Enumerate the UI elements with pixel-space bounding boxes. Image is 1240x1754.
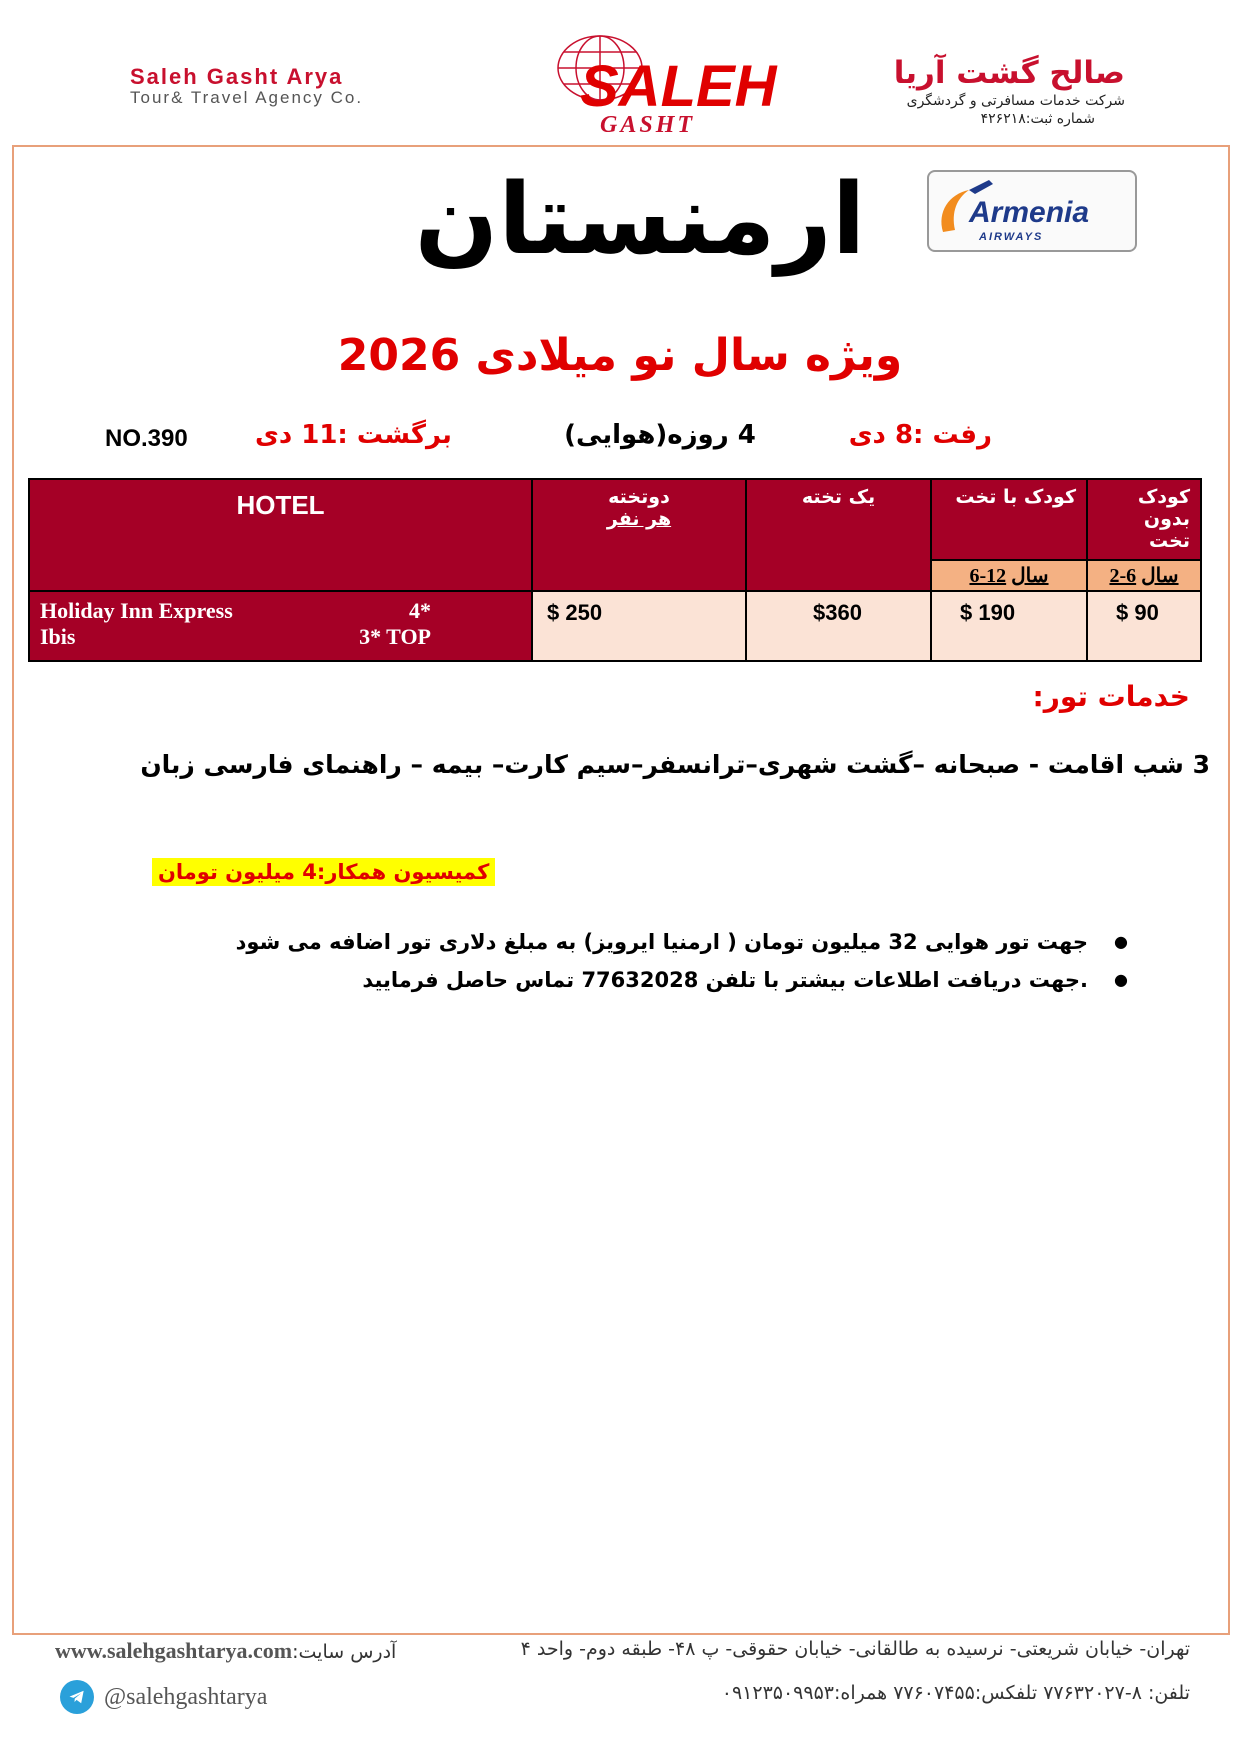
header-child-nobed [1087,479,1201,560]
company-name-fa-title: صالح گشت آریا [893,55,1125,91]
age-unit: سال [1011,564,1049,587]
company-name-en-title: Saleh Gasht Arya [130,64,344,89]
company-registration: شماره ثبت:۴۲۶۲۱۸ [980,111,1095,127]
hotel-name: Holiday Inn Express [40,598,233,623]
company-name-en [130,64,430,108]
hotel-name: Ibis [40,624,76,649]
airline-logo-text: Armenia [969,196,1090,229]
depart-date: رفت :8 دی [848,420,992,450]
price-table [28,478,1202,662]
social-handle[interactable]: @salehgashtarya [104,1683,268,1710]
table-header-row [29,479,1201,560]
list-item: ● .جهت دریافت اطلاعات بیشتر با تلفن 77632028 تماس حاصل فرمایید [148,968,1128,992]
price-child-bed: $ 190 [931,591,1087,661]
header-double [532,479,746,591]
header-single-label: یک تخته [801,486,876,508]
age-child-nobed-range: 2-6 [1109,564,1137,587]
subtitle: ویژه سال نو میلادی 2026 [337,330,903,381]
price-double: $ 250 [532,591,746,661]
header-child-bed-label: کودک با تخت [955,486,1076,508]
tour-number: NO.390 [105,425,188,452]
company-name-fa [805,55,1125,127]
saleh-gasht-logo [530,28,777,138]
header-child-bed [931,479,1087,560]
age-unit: سال [1141,564,1179,587]
company-name-fa-subtitle: شرکت خدمات مسافرتی و گردشگری [906,93,1125,109]
hotel-stars: 4* [409,598,431,623]
hotel-list [29,591,532,661]
services-list: 3 شب اقامت - صبحانه –گشت شهری–ترانسفر–سیم کارت– بیمه – راهنمای فارسی زبان [140,750,1210,779]
notes-list [148,930,1128,1006]
telegram-icon[interactable] [60,1680,94,1714]
price-child-nobed: $ 90 [1087,591,1201,661]
header-child-nobed-line2: بدون تخت [1143,508,1190,552]
footer-website [55,1638,396,1664]
age-child-bed [931,560,1087,591]
table-row [29,591,1201,661]
airline-logo-subtext: AIRWAYS [979,231,1044,243]
age-child-bed-range: 6-12 [969,564,1007,587]
header-per-person: هر نفر [606,508,672,530]
return-date: برگشت :11 دی [255,420,452,450]
header-child-nobed-line1: کودک [1137,486,1190,508]
header-double-label: دوتخته [608,486,670,508]
company-name-en-subtitle: Tour& Travel Agency Co. [130,88,364,107]
destination-title: ارمنستان [414,163,866,277]
agent-commission: کمیسیون همکار:4 میلیون تومان [152,858,495,886]
hotel-stars: 3* TOP [359,624,431,649]
hotel-item [40,624,521,650]
armenia-airways-logo [927,170,1137,252]
price-single: $360 [746,591,931,661]
hotel-item [40,598,521,624]
age-child-nobed [1087,560,1201,591]
website-label: آدرس سایت: [292,1641,397,1663]
footer-phones: تلفن: ۸-۷۷۶۳۲۰۲۷ تلفکس:۷۷۶۰۷۴۵۵ همراه:۰۹۱۲۳۵۰۹۹۵۳ [721,1682,1190,1704]
logo-text-gasht: GASHT [600,112,696,138]
footer-address: تهران- خیابان شریعتی- نرسیده به طالقانی- خیابان حقوقی- پ ۴۸- طبقه دوم- واحد ۴ [520,1638,1190,1660]
services-title: خدمات تور: [1032,680,1190,713]
header-single [746,479,931,591]
footer-social[interactable] [60,1680,267,1714]
website-link[interactable]: www.salehgashtarya.com [55,1638,293,1663]
logo-text-saleh: SALEH [580,54,777,119]
header-hotel: HOTEL [29,479,532,591]
trip-duration: 4 روزه(هوایی) [564,420,756,450]
list-item: ● جهت تور هوایی 32 میلیون تومان ( ارمنیا ایرویز) به مبلغ دلاری تور اضافه می شود [148,930,1128,954]
